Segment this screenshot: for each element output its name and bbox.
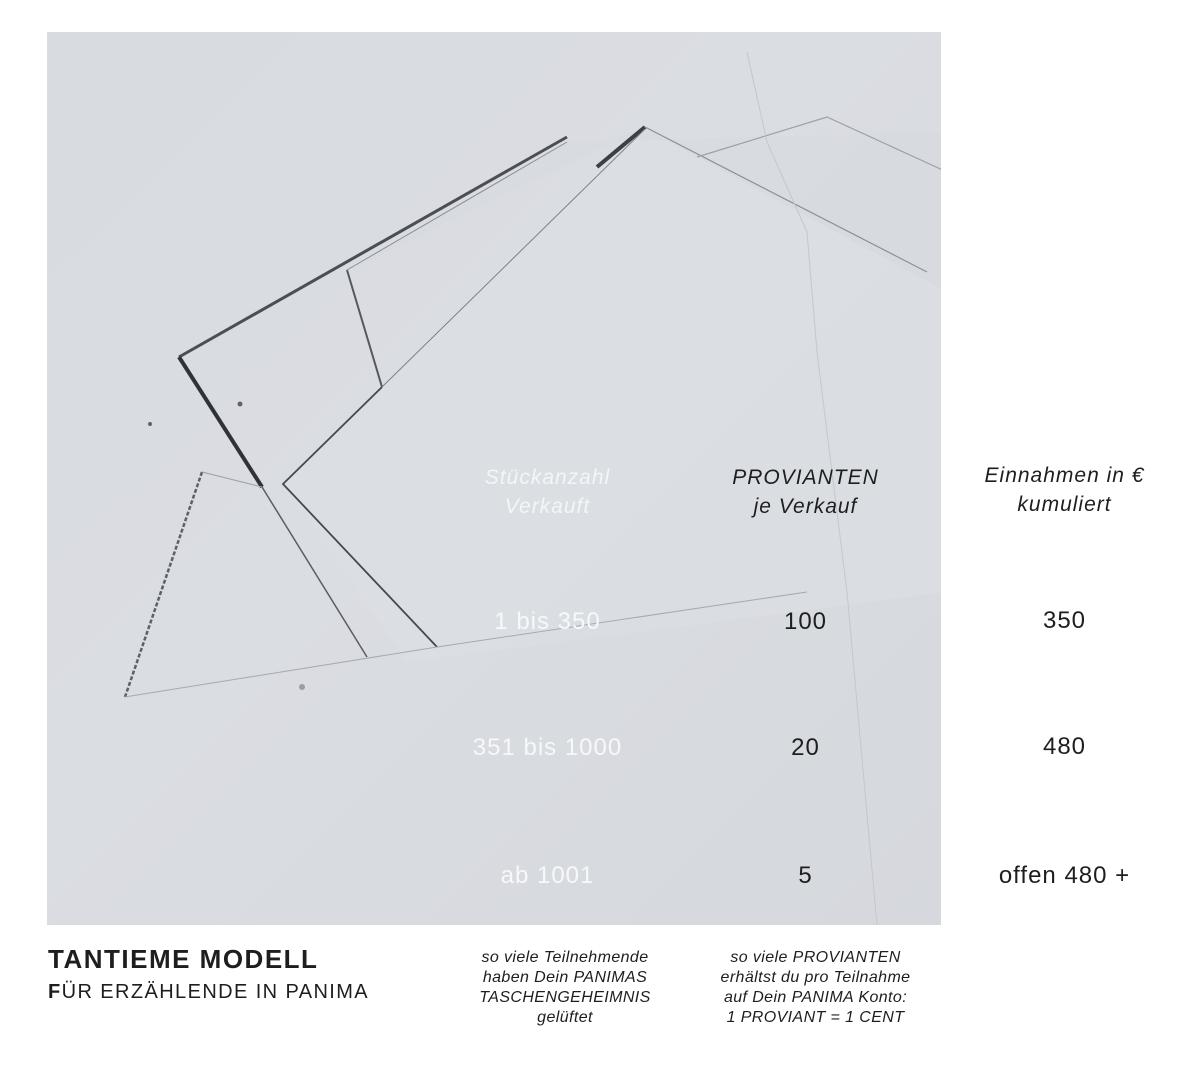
row3-units: ab 1001: [500, 862, 595, 889]
header-units-sold: [420, 463, 675, 521]
page-subtitle: [48, 981, 369, 1004]
row2-einnahmen: 480: [1042, 733, 1087, 760]
note-provianten-line1: so viele PROVIANTEN: [730, 949, 901, 966]
row1-units: 1 bis 350: [494, 608, 601, 635]
header-einnahmen: [952, 461, 1177, 519]
header-provianten-line1: PROVIANTEN: [732, 466, 879, 489]
header-units-line2: Verkauft: [504, 495, 591, 518]
note-provianten-line4: 1 PROVIANT = 1 CENT: [726, 1009, 905, 1026]
row1-einnahmen: 350: [1042, 607, 1087, 634]
row3-provianten: 5: [798, 862, 813, 889]
note-units-line1: so viele Teilnehmende: [481, 949, 649, 966]
row2-units: 351 bis 1000: [472, 734, 623, 761]
note-units: [430, 948, 700, 1028]
header-einnahmen-line1: Einnahmen in €: [984, 464, 1145, 487]
header-einnahmen-line2: kumuliert: [1017, 493, 1112, 516]
note-units-line2: haben Dein PANIMAS: [482, 969, 648, 986]
subtitle-rest: ÜR ERZÄHLENDE IN PANIMA: [61, 981, 370, 1003]
header-provianten: [678, 463, 933, 521]
page-title: TANTIEME MODELL: [48, 944, 319, 974]
subtitle-initial: F: [48, 981, 62, 1003]
note-provianten-line2: erhältst du pro Teilnahme: [720, 969, 911, 986]
note-provianten: [683, 948, 948, 1028]
note-units-line3: TASCHENGEHEIMNIS: [479, 989, 651, 1006]
row2-provianten: 20: [791, 734, 820, 761]
header-units-line1: Stückanzahl: [484, 466, 611, 489]
header-provianten-line2: je Verkauf: [753, 495, 858, 518]
row1-provianten: 100: [783, 608, 828, 635]
note-provianten-line3: auf Dein PANIMA Konto:: [723, 989, 908, 1006]
note-units-line4: gelüftet: [537, 1009, 593, 1026]
row3-einnahmen: offen 480 +: [998, 862, 1131, 889]
